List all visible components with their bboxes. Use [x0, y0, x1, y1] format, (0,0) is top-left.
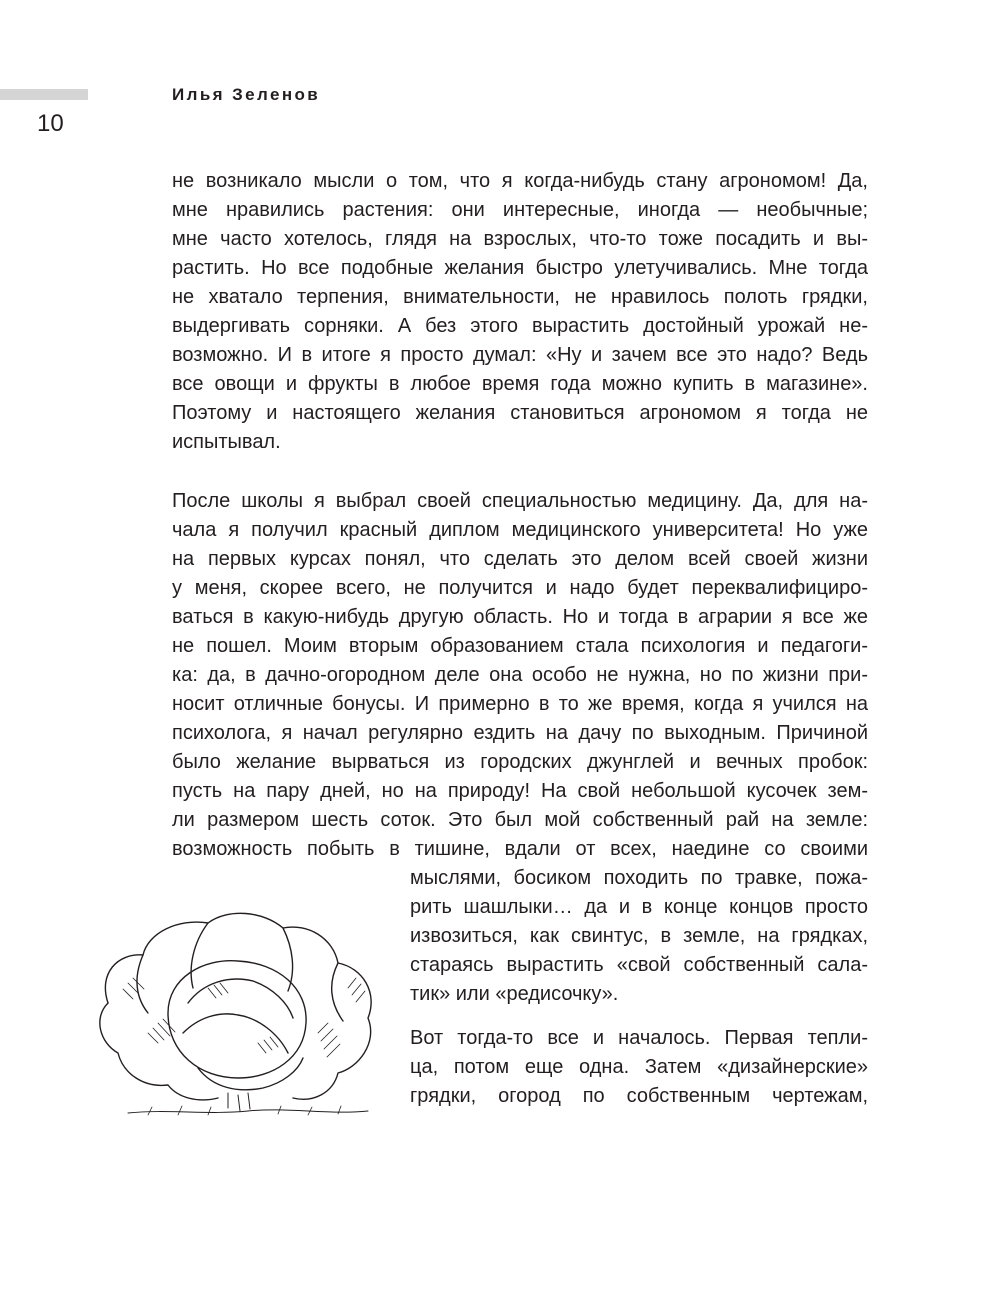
text-line: ли размером шесть соток. Это был мой собственный рай на земле:	[172, 809, 868, 831]
text-line: Вот тогда-то все и началось. Первая тепли-	[410, 1027, 868, 1049]
text-line: После школы я выбрал своей специальностью медицину. Да, для на-	[172, 490, 868, 512]
text-line: возможно. И в итоге я просто думал: «Ну и зачем все это надо? Ведь	[172, 344, 868, 366]
text-line: тик» или «редисочку».	[410, 983, 619, 1005]
text-line: испытывал.	[172, 431, 281, 453]
text-line: грядки, огород по собственным чертежам,	[410, 1085, 868, 1107]
text-line: ка: да, в дачно-огородном деле она особо не нужна, но по жизни при-	[172, 664, 868, 686]
paragraph-3	[410, 1024, 868, 1111]
paragraph-1	[172, 167, 868, 457]
text-line: мне нравились растения: они интересные, иногда — необычные;	[172, 199, 868, 221]
text-line: было желание вырваться из городских джунглей и вечных пробок:	[172, 751, 868, 773]
text-line: мне часто хотелось, глядя на взрослых, что-то тоже посадить и вы-	[172, 228, 868, 250]
text-line: рить шашлыки… да и в конце концов просто	[410, 896, 868, 918]
page-marker-bar	[0, 89, 88, 100]
text-line: психолога, я начал регулярно ездить на дачу по выходным. Причиной	[172, 722, 868, 744]
text-line: растить. Но все подобные желания быстро улетучивались. Мне тогда	[172, 257, 868, 279]
text-line: все овощи и фрукты в любое время года можно купить в магазине».	[172, 373, 868, 395]
text-line: Поэтому и настоящего желания становиться агрономом я тогда не	[172, 402, 868, 424]
text-line: извозиться, как свинтус, в земле, на грядках,	[410, 925, 868, 947]
text-line: чала я получил красный диплом медицинского университета! Но уже	[172, 519, 868, 541]
text-line: носит отличные бонусы. И примерно в то же время, когда я учился на	[172, 693, 868, 715]
text-line: возможность побыть в тишине, вдали от всех, наедине со своими	[172, 838, 868, 860]
text-line: ца, потом еще одна. Затем «дизайнерские»	[410, 1056, 868, 1078]
text-line: пусть на пару дней, но на природу! На свой небольшой кусочек зем-	[172, 780, 868, 802]
text-line: ваться в какую-нибудь другую область. Но и тогда в аграрии я все же	[172, 606, 868, 628]
running-header-author: Илья Зеленов	[172, 85, 321, 104]
text-line: выдергивать сорняки. А без этого вырастить достойный урожай не-	[172, 315, 868, 337]
page-number: 10	[37, 110, 64, 137]
text-line: стараясь вырастить «свой собственный сала-	[410, 954, 868, 976]
text-line: у меня, скорее всего, не получится и надо будет переквалифициро-	[172, 577, 868, 599]
text-line: мыслями, босиком походить по травке, пожа-	[410, 867, 868, 889]
text-line: не возникало мысли о том, что я когда-нибудь стану агрономом! Да,	[172, 170, 868, 192]
cabbage-drawing-icon	[88, 893, 388, 1123]
text-line: на первых курсах понял, что сделать это делом всей своей жизни	[172, 548, 868, 570]
text-line: не хватало терпения, внимательности, не нравилось полоть грядки,	[172, 286, 868, 308]
text-line: не пошел. Моим вторым образованием стала психология и педагоги-	[172, 635, 868, 657]
